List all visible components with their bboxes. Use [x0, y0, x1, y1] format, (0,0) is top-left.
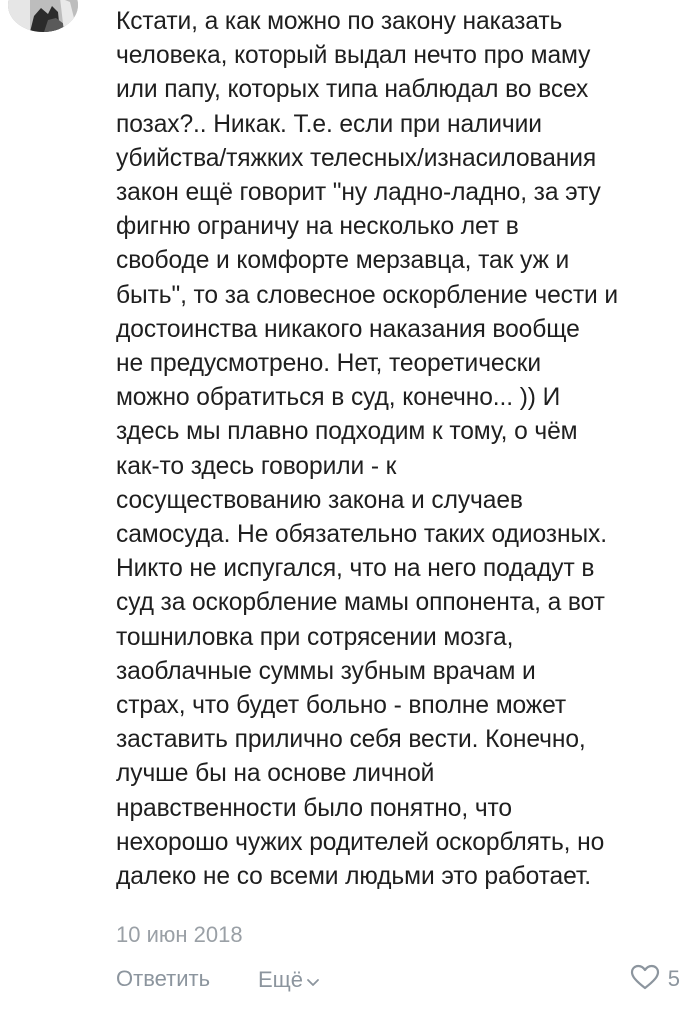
comment-line: Никто не испугался, что на него подадут в — [116, 555, 595, 583]
comment-line: можно обратиться в суд, конечно... )) И — [116, 384, 561, 412]
comment-line: лучше бы на основе личной — [116, 760, 435, 788]
like-count: 5 — [667, 966, 680, 991]
comment-line: позах?.. Никак. Т.е. если при наличии — [116, 110, 542, 138]
comment-line: фигню ограничу на несколько лет в — [116, 213, 519, 241]
comment-actions — [116, 963, 692, 997]
like-button[interactable] — [630, 963, 680, 995]
comment-line: Кстати, а как можно по закону наказать — [116, 8, 563, 35]
comment-line: здесь мы плавно подходим к тому, о чём — [116, 418, 578, 446]
comment-line: заставить прилично себя вести. Конечно, — [116, 726, 586, 754]
comment-line: не предусмотрено. Нет, теоретически — [116, 350, 541, 378]
chevron-down-icon — [306, 965, 320, 997]
reply-button[interactable]: Ответить — [116, 966, 211, 991]
comment-line: тошниловка при сотрясении мозга, — [116, 623, 514, 651]
comment-line: закон ещё говорит "ну ладно-ладно, за эту — [116, 179, 601, 207]
comment-line: суд за оскорбление мамы оппонента, а вот — [116, 589, 605, 617]
comment-line: как-то здесь говорили - к — [116, 452, 397, 480]
more-button[interactable] — [258, 963, 320, 997]
comment-date: 10 июн 2018 — [116, 922, 243, 947]
comment-line: нехорошо чужих родителей оскорблять, но — [116, 828, 605, 856]
comment-text — [116, 5, 692, 894]
comment-line: или папу, которых типа наблюдал во всех — [116, 76, 589, 104]
comment-line: сосуществованию закона и случаев — [116, 486, 523, 514]
comment-line: нравственности было понятно, что — [116, 794, 512, 822]
comment-line: достоинства никакого наказания вообще — [116, 315, 580, 343]
comment-line: далеко не со всеми людьми это работает. — [116, 863, 592, 891]
heart-icon — [630, 964, 660, 995]
comment-line: страх, что будет больно - вполне может — [116, 692, 567, 720]
comment-line: быть", то за словесное оскорбление чести и — [116, 281, 619, 309]
avatar[interactable] — [8, 0, 78, 32]
comment-line: свободе и комфорте мерзавца, так уж и — [116, 247, 570, 275]
comment-line: заоблачные суммы зубным врачам и — [116, 657, 536, 685]
comment-line: человека, который выдал нечто про маму — [116, 42, 591, 70]
comment-line: убийства/тяжких телесных/изнасилования — [116, 144, 597, 172]
comment-line: самосуда. Не обязательно таких одиозных. — [116, 521, 607, 549]
more-button-label: Ещё — [258, 967, 304, 992]
